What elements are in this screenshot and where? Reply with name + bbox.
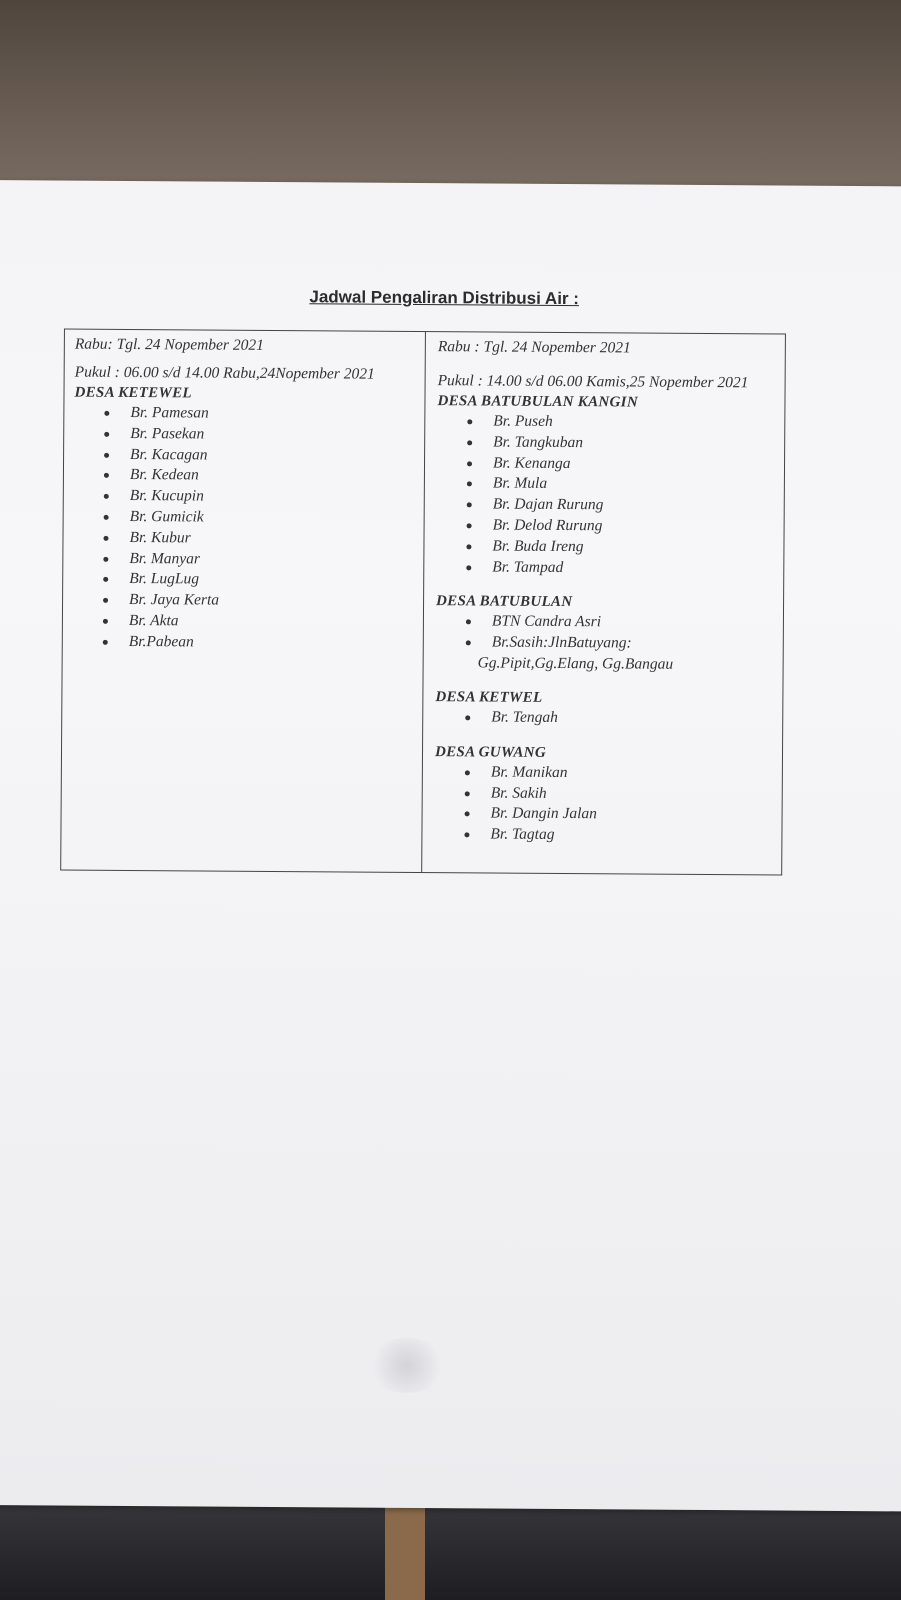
bullet-icon — [466, 641, 471, 646]
bullet-icon — [103, 577, 108, 582]
bullet-icon — [465, 715, 470, 720]
bullet-icon — [103, 556, 108, 561]
bullet-icon — [465, 770, 470, 775]
left-time: Pukul : 06.00 s/d 14.00 Rabu,24Nopember 2021 — [74, 363, 375, 383]
village-name-ketwel: DESA KETWEL — [435, 689, 543, 706]
hamlet-list-batubulan-kangin — [436, 411, 774, 580]
list-item: Br. Dangin Jalan — [465, 804, 772, 827]
list-item: Br. Akta — [103, 611, 413, 634]
village-name-guwang: DESA GUWANG — [434, 743, 547, 761]
hamlet-list-batubulan — [436, 611, 773, 655]
bullet-icon — [467, 419, 472, 424]
left-column — [61, 330, 426, 873]
list-item: Br.Pabean — [103, 632, 413, 655]
bullet-icon — [467, 461, 472, 466]
hamlet-continuation: Gg.Pipit,Gg.Elang, Gg.Bangau — [477, 654, 674, 673]
list-item: Br.Sasih:JlnBatuyang: — [466, 633, 773, 656]
bullet-icon — [467, 440, 472, 445]
bullet-icon — [104, 515, 109, 520]
bullet-icon — [466, 620, 471, 625]
bullet-icon — [465, 812, 470, 817]
right-time: Pukul : 14.00 s/d 06.00 Kamis,25 Nopember 2021 — [437, 372, 749, 392]
list-item: Br. LugLug — [103, 569, 413, 592]
background-wall — [0, 0, 901, 200]
bullet-icon — [104, 452, 109, 457]
bullet-icon — [103, 598, 108, 603]
right-date: Rabu : Tgl. 24 Nopember 2021 — [437, 338, 631, 357]
bullet-icon — [465, 791, 470, 796]
list-item: Br. Kubur — [103, 528, 413, 551]
bullet-icon — [103, 640, 108, 645]
bullet-icon — [467, 482, 472, 487]
bullet-icon — [104, 411, 109, 416]
hamlet-list-guwang — [434, 762, 772, 848]
list-item: Br. Manyar — [103, 548, 413, 571]
left-date: Rabu: Tgl. 24 Nopember 2021 — [74, 335, 264, 354]
village-name-batubulan-kangin: DESA BATUBULAN KANGIN — [437, 393, 639, 411]
village-name-batubulan: DESA BATUBULAN — [436, 593, 573, 611]
bullet-icon — [466, 565, 471, 570]
bullet-icon — [103, 619, 108, 624]
bullet-icon — [104, 432, 109, 437]
list-item: Br. Mula — [467, 474, 774, 497]
bullet-icon — [466, 544, 471, 549]
list-item: Br. Tagtag — [464, 824, 771, 847]
bullet-icon — [467, 523, 472, 528]
schedule-table — [60, 329, 786, 876]
list-item: Br. Manikan — [465, 762, 772, 785]
hamlet-list-ketwel — [435, 707, 772, 730]
list-item: Br. Kucupin — [104, 486, 414, 509]
list-item: Br. Kenanga — [467, 453, 774, 476]
list-item: Br. Pasekan — [104, 424, 414, 447]
list-item: Br. Sakih — [465, 783, 772, 806]
list-item: BTN Candra Asri — [466, 612, 773, 635]
list-item: Br. Gumicik — [104, 507, 414, 530]
list-item: Br. Pamesan — [104, 403, 414, 426]
paper-sheet — [0, 180, 901, 1511]
list-item: Br. Delod Rurung — [467, 515, 774, 538]
left-village-name: DESA KETEWEL — [74, 384, 192, 402]
list-item: Br. Jaya Kerta — [103, 590, 413, 613]
bullet-icon — [104, 473, 109, 478]
list-item: Br. Puseh — [467, 411, 774, 434]
left-hamlet-list — [73, 403, 415, 655]
list-item: Br. Tampad — [466, 557, 773, 580]
list-item: Br. Buda Ireng — [466, 536, 773, 559]
right-column — [422, 332, 785, 874]
list-item: Br. Kacagan — [104, 444, 414, 467]
bullet-icon — [467, 503, 472, 508]
bullet-icon — [464, 832, 469, 837]
list-item: Br. Tangkuban — [467, 432, 774, 455]
list-item: Br. Tengah — [465, 707, 772, 730]
list-item: Br. Kedean — [104, 465, 414, 488]
paper-smudge — [367, 1338, 447, 1394]
bullet-icon — [103, 536, 108, 541]
bullet-icon — [104, 494, 109, 499]
document-title: Jadwal Pengaliran Distribusi Air : — [309, 287, 580, 309]
list-item: Br. Dajan Rurung — [467, 495, 774, 518]
